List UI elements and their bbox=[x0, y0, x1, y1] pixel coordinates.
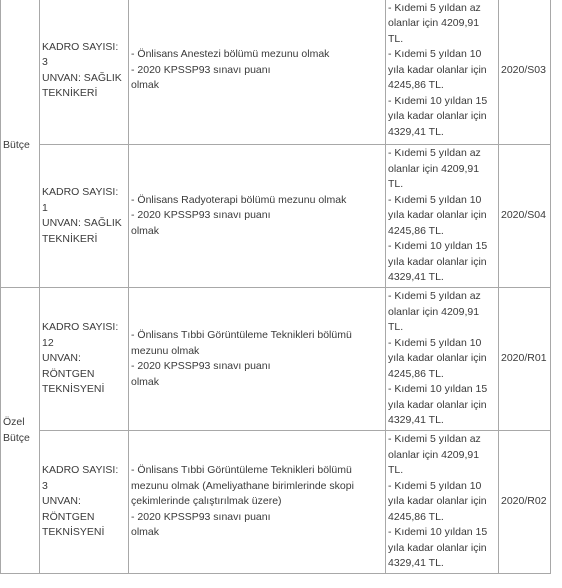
salary-line: 4245,86 TL. bbox=[388, 224, 444, 237]
table-row bbox=[1, 431, 551, 574]
kadro-line: UNVAN: SAĞLIK bbox=[42, 217, 122, 229]
requirement-line: olmak bbox=[131, 375, 160, 388]
kadro-line: 3 bbox=[42, 479, 48, 492]
budget-cell bbox=[1, 288, 40, 574]
kadro-line: KADRO SAYISI: bbox=[42, 40, 119, 53]
kadro-line: TEKNİKERİ bbox=[42, 87, 98, 99]
salary-line: yıla kadar olanlar için bbox=[388, 110, 487, 123]
salary-line: - Kıdemi 5 yıldan 10 bbox=[388, 336, 482, 349]
requirement-line: olmak bbox=[131, 526, 160, 539]
table-row bbox=[1, 0, 551, 145]
requirements-cell bbox=[129, 431, 386, 574]
budget-label: Bütçe bbox=[3, 431, 30, 444]
kadro-line: KADRO SAYISI: bbox=[42, 464, 119, 477]
requirements-cell bbox=[129, 288, 386, 431]
requirement-line: olmak bbox=[131, 79, 160, 92]
salary-line: - Kıdemi 5 yıldan az bbox=[388, 1, 481, 14]
kadro-line: UNVAN: bbox=[42, 495, 81, 508]
salary-line: olanlar için 4209,91 bbox=[388, 305, 480, 318]
salary-line: TL. bbox=[388, 32, 404, 45]
code-cell bbox=[499, 431, 551, 574]
code-cell bbox=[499, 145, 551, 288]
salary-line: 4329,41 TL. bbox=[388, 125, 444, 138]
kadro-line: TEKNİSYENİ bbox=[42, 383, 105, 396]
position-code: 2020/R01 bbox=[501, 352, 547, 365]
salary-line: - Kıdemi 10 yıldan 15 bbox=[388, 240, 488, 253]
salary-line: olanlar için 4209,91 bbox=[388, 162, 480, 175]
salary-line: - Kıdemi 5 yıldan 10 bbox=[388, 479, 482, 492]
budget-cell bbox=[1, 0, 40, 288]
table-row bbox=[1, 288, 551, 431]
salary-line: olanlar için 4209,91 bbox=[388, 448, 480, 461]
salary-line: yıla kadar olanlar için bbox=[388, 255, 487, 268]
salary-line: - Kıdemi 10 yıldan 15 bbox=[388, 94, 488, 107]
requirement-line: mezunu olmak (Ameliyathane birimlerinde skopi bbox=[131, 479, 354, 492]
budget-label: Özel bbox=[3, 416, 25, 428]
requirement-line: - Önlisans Tıbbi Görüntüleme Teknikleri bölümü bbox=[131, 464, 352, 477]
kadro-line: TEKNİSYENİ bbox=[42, 526, 105, 539]
salary-line: yıla kadar olanlar için bbox=[388, 209, 487, 222]
salary-cell bbox=[386, 145, 499, 288]
salary-line: - Kıdemi 10 yıldan 15 bbox=[388, 526, 488, 539]
kadro-line: RÖNTGEN bbox=[42, 367, 95, 380]
salary-line: - Kıdemi 5 yıldan 10 bbox=[388, 193, 482, 206]
kadro-line: UNVAN: bbox=[42, 352, 81, 365]
salary-line: 4329,41 TL. bbox=[388, 271, 444, 284]
kadro-cell bbox=[40, 288, 129, 431]
salary-line: yıla kadar olanlar için bbox=[388, 495, 487, 508]
kadro-line: 1 bbox=[42, 201, 48, 214]
salary-line: 4245,86 TL. bbox=[388, 79, 444, 92]
salary-cell bbox=[386, 0, 499, 145]
kadro-line: 3 bbox=[42, 56, 48, 68]
salary-line: 4245,86 TL. bbox=[388, 367, 444, 380]
kadro-line: TEKNİKERİ bbox=[42, 232, 98, 245]
salary-cell bbox=[386, 431, 499, 574]
code-cell bbox=[499, 0, 551, 145]
requirement-line: - 2020 KPSSP93 sınavı puanı bbox=[131, 63, 271, 76]
salary-line: - Kıdemi 10 yıldan 15 bbox=[388, 383, 488, 396]
salary-line: yıla kadar olanlar için bbox=[388, 541, 487, 554]
kadro-line: KADRO SAYISI: bbox=[42, 186, 119, 198]
salary-line: TL. bbox=[388, 321, 404, 334]
position-code: 2020/S04 bbox=[501, 209, 546, 222]
salary-line: yıla kadar olanlar için bbox=[388, 398, 487, 411]
salary-line: 4329,41 TL. bbox=[388, 414, 444, 427]
kadro-cell bbox=[40, 431, 129, 574]
table-row bbox=[1, 145, 551, 288]
budget-label: Bütçe bbox=[3, 139, 30, 152]
code-cell bbox=[499, 288, 551, 431]
requirements-cell bbox=[129, 0, 386, 145]
requirement-line: - 2020 KPSSP93 sınavı puanı bbox=[131, 510, 271, 523]
requirement-line: - Önlisans Tıbbi Görüntüleme Teknikleri bölümü bbox=[131, 329, 352, 341]
requirement-line: - Önlisans Radyoterapi bölümü mezunu olmak bbox=[131, 193, 347, 206]
requirement-line: mezunu olmak bbox=[131, 344, 200, 357]
salary-line: 4329,41 TL. bbox=[388, 557, 444, 570]
requirement-line: olmak bbox=[131, 224, 160, 237]
kadro-line: 12 bbox=[42, 336, 54, 349]
requirement-line: - 2020 KPSSP93 sınavı puanı bbox=[131, 209, 271, 222]
kadro-cell bbox=[40, 145, 129, 288]
position-code: 2020/R02 bbox=[501, 495, 547, 508]
requirement-line: - Önlisans Anestezi bölümü mezunu olmak bbox=[131, 48, 330, 61]
salary-line: - Kıdemi 5 yıldan az bbox=[388, 433, 481, 446]
salary-line: olanlar için 4209,91 bbox=[388, 17, 480, 30]
requirement-line: - 2020 KPSSP93 sınavı puanı bbox=[131, 360, 271, 372]
salary-line: - Kıdemi 5 yıldan az bbox=[388, 147, 481, 160]
requirement-line: çekimlerinde çalıştırılmak üzere) bbox=[131, 495, 282, 508]
salary-line: TL. bbox=[388, 178, 404, 191]
requirements-cell bbox=[129, 145, 386, 288]
salary-line: - Kıdemi 5 yıldan az bbox=[388, 290, 481, 303]
kadro-line: RÖNTGEN bbox=[42, 510, 95, 523]
salary-line: - Kıdemi 5 yıldan 10 bbox=[388, 48, 482, 61]
kadro-line: KADRO SAYISI: bbox=[42, 321, 119, 334]
salary-line: 4245,86 TL. bbox=[388, 510, 444, 523]
position-code: 2020/S03 bbox=[501, 63, 546, 76]
salary-line: yıla kadar olanlar için bbox=[388, 63, 487, 76]
kadro-cell bbox=[40, 0, 129, 145]
salary-line: yıla kadar olanlar için bbox=[388, 352, 487, 365]
salary-cell bbox=[386, 288, 499, 431]
kadro-line: UNVAN: SAĞLIK bbox=[42, 71, 122, 84]
salary-line: TL. bbox=[388, 464, 404, 477]
